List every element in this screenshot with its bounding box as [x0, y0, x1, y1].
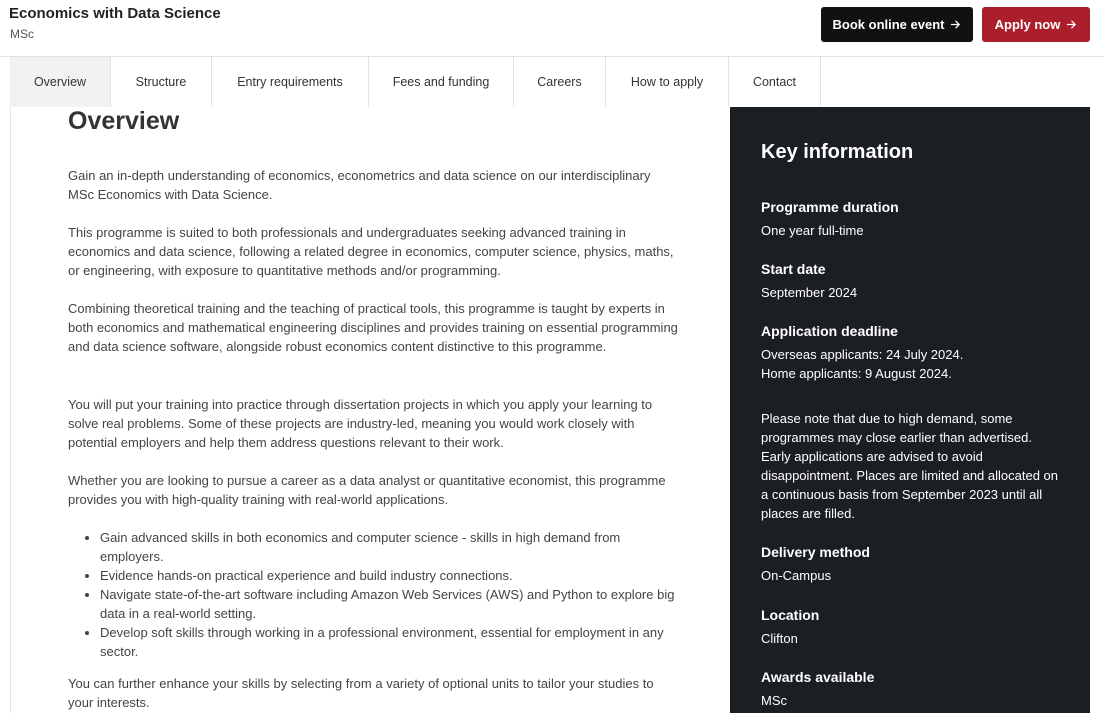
location-value: Clifton	[761, 631, 798, 646]
arrow-right-icon	[1066, 19, 1077, 30]
awards-available-value: MSc	[761, 693, 787, 708]
programme-duration-label: Programme duration	[761, 199, 899, 215]
overview-paragraph: You will put your training into practice through dissertation projects in which you apply your learning to solve real problems. Some of these projects are industry-led, meaning you would work closely with potential employers and help them address questions relevant to their work.	[68, 397, 653, 450]
tab-fees-and-funding[interactable]: Fees and funding	[369, 57, 514, 107]
overview-section	[10, 107, 730, 713]
tab-entry-requirements[interactable]: Entry requirements	[212, 57, 369, 107]
tab-careers[interactable]: Careers	[514, 57, 606, 107]
tab-how-to-apply[interactable]: How to apply	[606, 57, 729, 107]
overview-paragraph: This programme is suited to both professionals and undergraduates seeking advanced training in economics and data science, following a related degree in economics, computer science, physics, maths, or engineering, with exposure to quantitative methods and/or programming.	[68, 225, 674, 278]
apply-now-button[interactable]	[982, 7, 1090, 42]
location-label: Location	[761, 607, 820, 623]
section-tabs	[10, 57, 821, 107]
tab-structure[interactable]: Structure	[111, 57, 212, 107]
start-date-value: September 2024	[761, 285, 858, 300]
tab-contact[interactable]: Contact	[752, 75, 797, 89]
deadline-home: Home applicants: 9 August 2024.	[761, 366, 952, 381]
benefits-list	[100, 528, 680, 661]
list-item: • Gain advanced skills in both economics and computer science - skills in high demand from employers.	[100, 528, 680, 566]
application-deadline-label: Application deadline	[761, 323, 898, 339]
list-item: • Develop soft skills through working in a professional environment, essential for employment in any sector.	[100, 623, 680, 661]
list-item: • Navigate state-of-the-art software including Amazon Web Services (AWS) and Python to explore big data in a real-world setting.	[100, 585, 680, 623]
book-online-event-button[interactable]	[821, 7, 973, 42]
overview-paragraph: Gain an in-depth understanding of economics, econometrics and data science on our interdisciplinary MSc Economics with Data Science.	[68, 168, 651, 202]
deadline-overseas: Overseas applicants: 24 July 2024.	[761, 347, 964, 362]
programme-duration-value: One year full-time	[761, 223, 864, 238]
delivery-method-label: Delivery method	[761, 544, 870, 560]
start-date-label: Start date	[761, 261, 826, 277]
overview-paragraph: You can further enhance your skills by selecting from a variety of optional units to tailor your studies to your interests.	[68, 676, 654, 710]
delivery-method-value: On-Campus	[761, 568, 832, 583]
list-item: • Evidence hands-on practical experience and build industry connections.	[100, 566, 680, 585]
overview-paragraph: Whether you are looking to pursue a career as a data analyst or quantitative economist, this programme provides you with high-quality training with real-world applications.	[68, 473, 666, 507]
programme-title: Economics with Data Science	[9, 5, 221, 22]
key-information-panel	[730, 107, 1090, 713]
key-information-title: Key information	[761, 141, 914, 163]
overview-paragraph: Combining theoretical training and the teaching of practical tools, this programme is taught by experts in both economics and mathematical engineering disciplines and provides training on essential programming and data science software, alongside robust economics content distinctive to this programme.	[68, 301, 678, 354]
arrow-right-icon	[950, 19, 961, 30]
awards-available-label: Awards available	[761, 669, 875, 685]
book-online-event-label: Book online event	[832, 17, 945, 32]
programme-header	[0, 0, 1104, 57]
overview-heading: Overview	[68, 107, 180, 135]
tab-overview[interactable]: Overview	[10, 57, 111, 107]
programme-award: MSc	[10, 27, 34, 41]
deadline-note: Please note that due to high demand, some programmes may close earlier than advertised. Early applications are advised to avoid disappointment. Places are limited and allocated on a continuous basis from September 2023 until all places are filled.	[761, 411, 1059, 521]
apply-now-label: Apply now	[994, 17, 1061, 32]
